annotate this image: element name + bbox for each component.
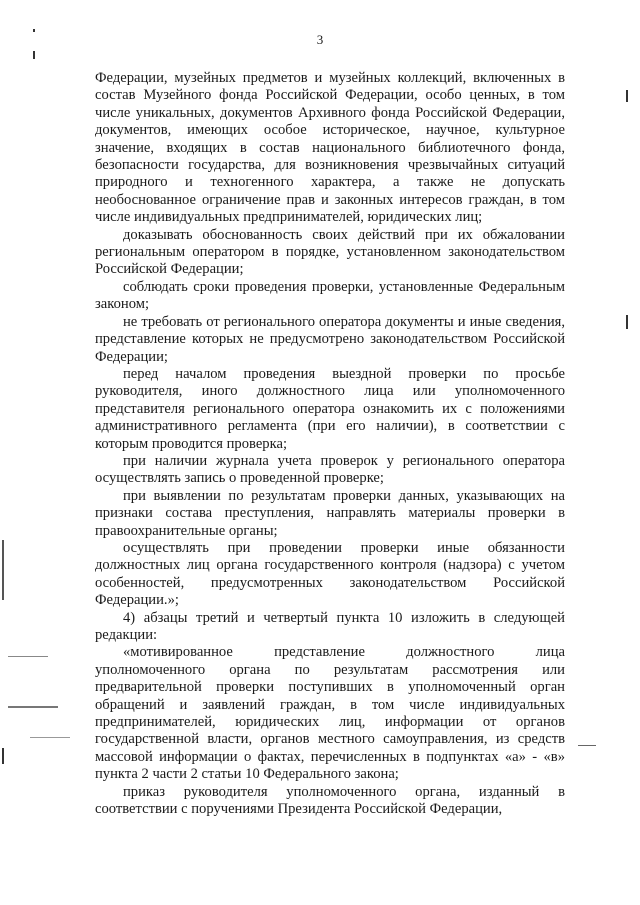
document-body	[95, 70, 565, 818]
scan-mark	[2, 540, 4, 600]
scan-mark	[626, 315, 628, 329]
scan-mark	[8, 706, 58, 708]
scan-mark	[626, 90, 628, 102]
paragraph-inspection-log: при наличии журнала учета проверок у регионального оператора осуществлять запись о проведенной проверке;	[95, 452, 565, 487]
scan-mark	[578, 745, 596, 746]
paragraph-no-extra-documents: не требовать от регионального оператора документы и иные сведения, представление которых не предусмотрено законодательством Российской Федерации;	[95, 313, 565, 365]
paragraph-continuation: Федерации, музейных предметов и музейных коллекций, включенных в состав Музейного фонда Российской Федерации, особо ценных, в том числе уникальных, документов Архивного фонда Российской Федерации, документов, имеющих особое историческое, научное, культурное значение, входящих в состав национального библиотечного фонда, безопасности государства, для возникновения чрезвычайных ситуаций природного и техногенного характера, а также не допускать необоснованное ограничение прав и законных интересов граждан, в том числе индивидуальных предпринимателей, юридических лиц;	[95, 70, 565, 226]
paragraph-crime-evidence: при выявлении по результатам проверки данных, указывающих на признаки состава преступления, направлять материалы проверки в правоохранительные органы;	[95, 487, 565, 539]
paragraph-other-duties: осуществлять при проведении проверки иные обязанности должностных лиц органа государственного контроля (надзора) с учетом особенностей, предусмотренных законодательством Российской Федерации.»;	[95, 539, 565, 609]
paragraph-amendment-4: 4) абзацы третий и четвертый пункта 10 изложить в следующей редакции:	[95, 609, 565, 643]
scan-mark	[33, 29, 35, 32]
scan-mark	[8, 656, 48, 657]
page-number: 3	[316, 32, 324, 47]
paragraph-motivated-submission: «мотивированное представление должностного лица уполномоченного органа по результатам рассмотрения или предварительной проверки поступивших в уполномоченный орган обращений и заявлений граждан, в том числе индивидуальных предпринимателей, юридических лиц, информации от органов государственной власти, органов местного самоуправления, из средств массовой информации о фактах, перечисленных в подпунктах «а» - «в» пункта 2 части 2 статьи 10 Федерального закона;	[95, 644, 565, 783]
paragraph-head-order: приказ руководителя уполномоченного органа, изданный в соответствии с поручениями Президента Российской Федерации,	[95, 783, 565, 818]
paragraph-familiarize-regulation: перед началом проведения выездной проверки по просьбе руководителя, иного должностного лица или уполномоченного представителя регионального оператора ознакомить их с положениями административного регламента (при его наличии), в соответствии с которым проводится проверка;	[95, 365, 565, 452]
paragraph-observe-deadlines: соблюдать сроки проведения проверки, установленные Федеральным законом;	[95, 278, 565, 313]
scan-mark	[30, 737, 70, 738]
scan-mark	[33, 51, 35, 59]
paragraph-prove-justification: доказывать обоснованность своих действий при их обжаловании региональным оператором в порядке, установленном законодательством Российской Федерации;	[95, 226, 565, 278]
scan-mark	[2, 748, 4, 764]
